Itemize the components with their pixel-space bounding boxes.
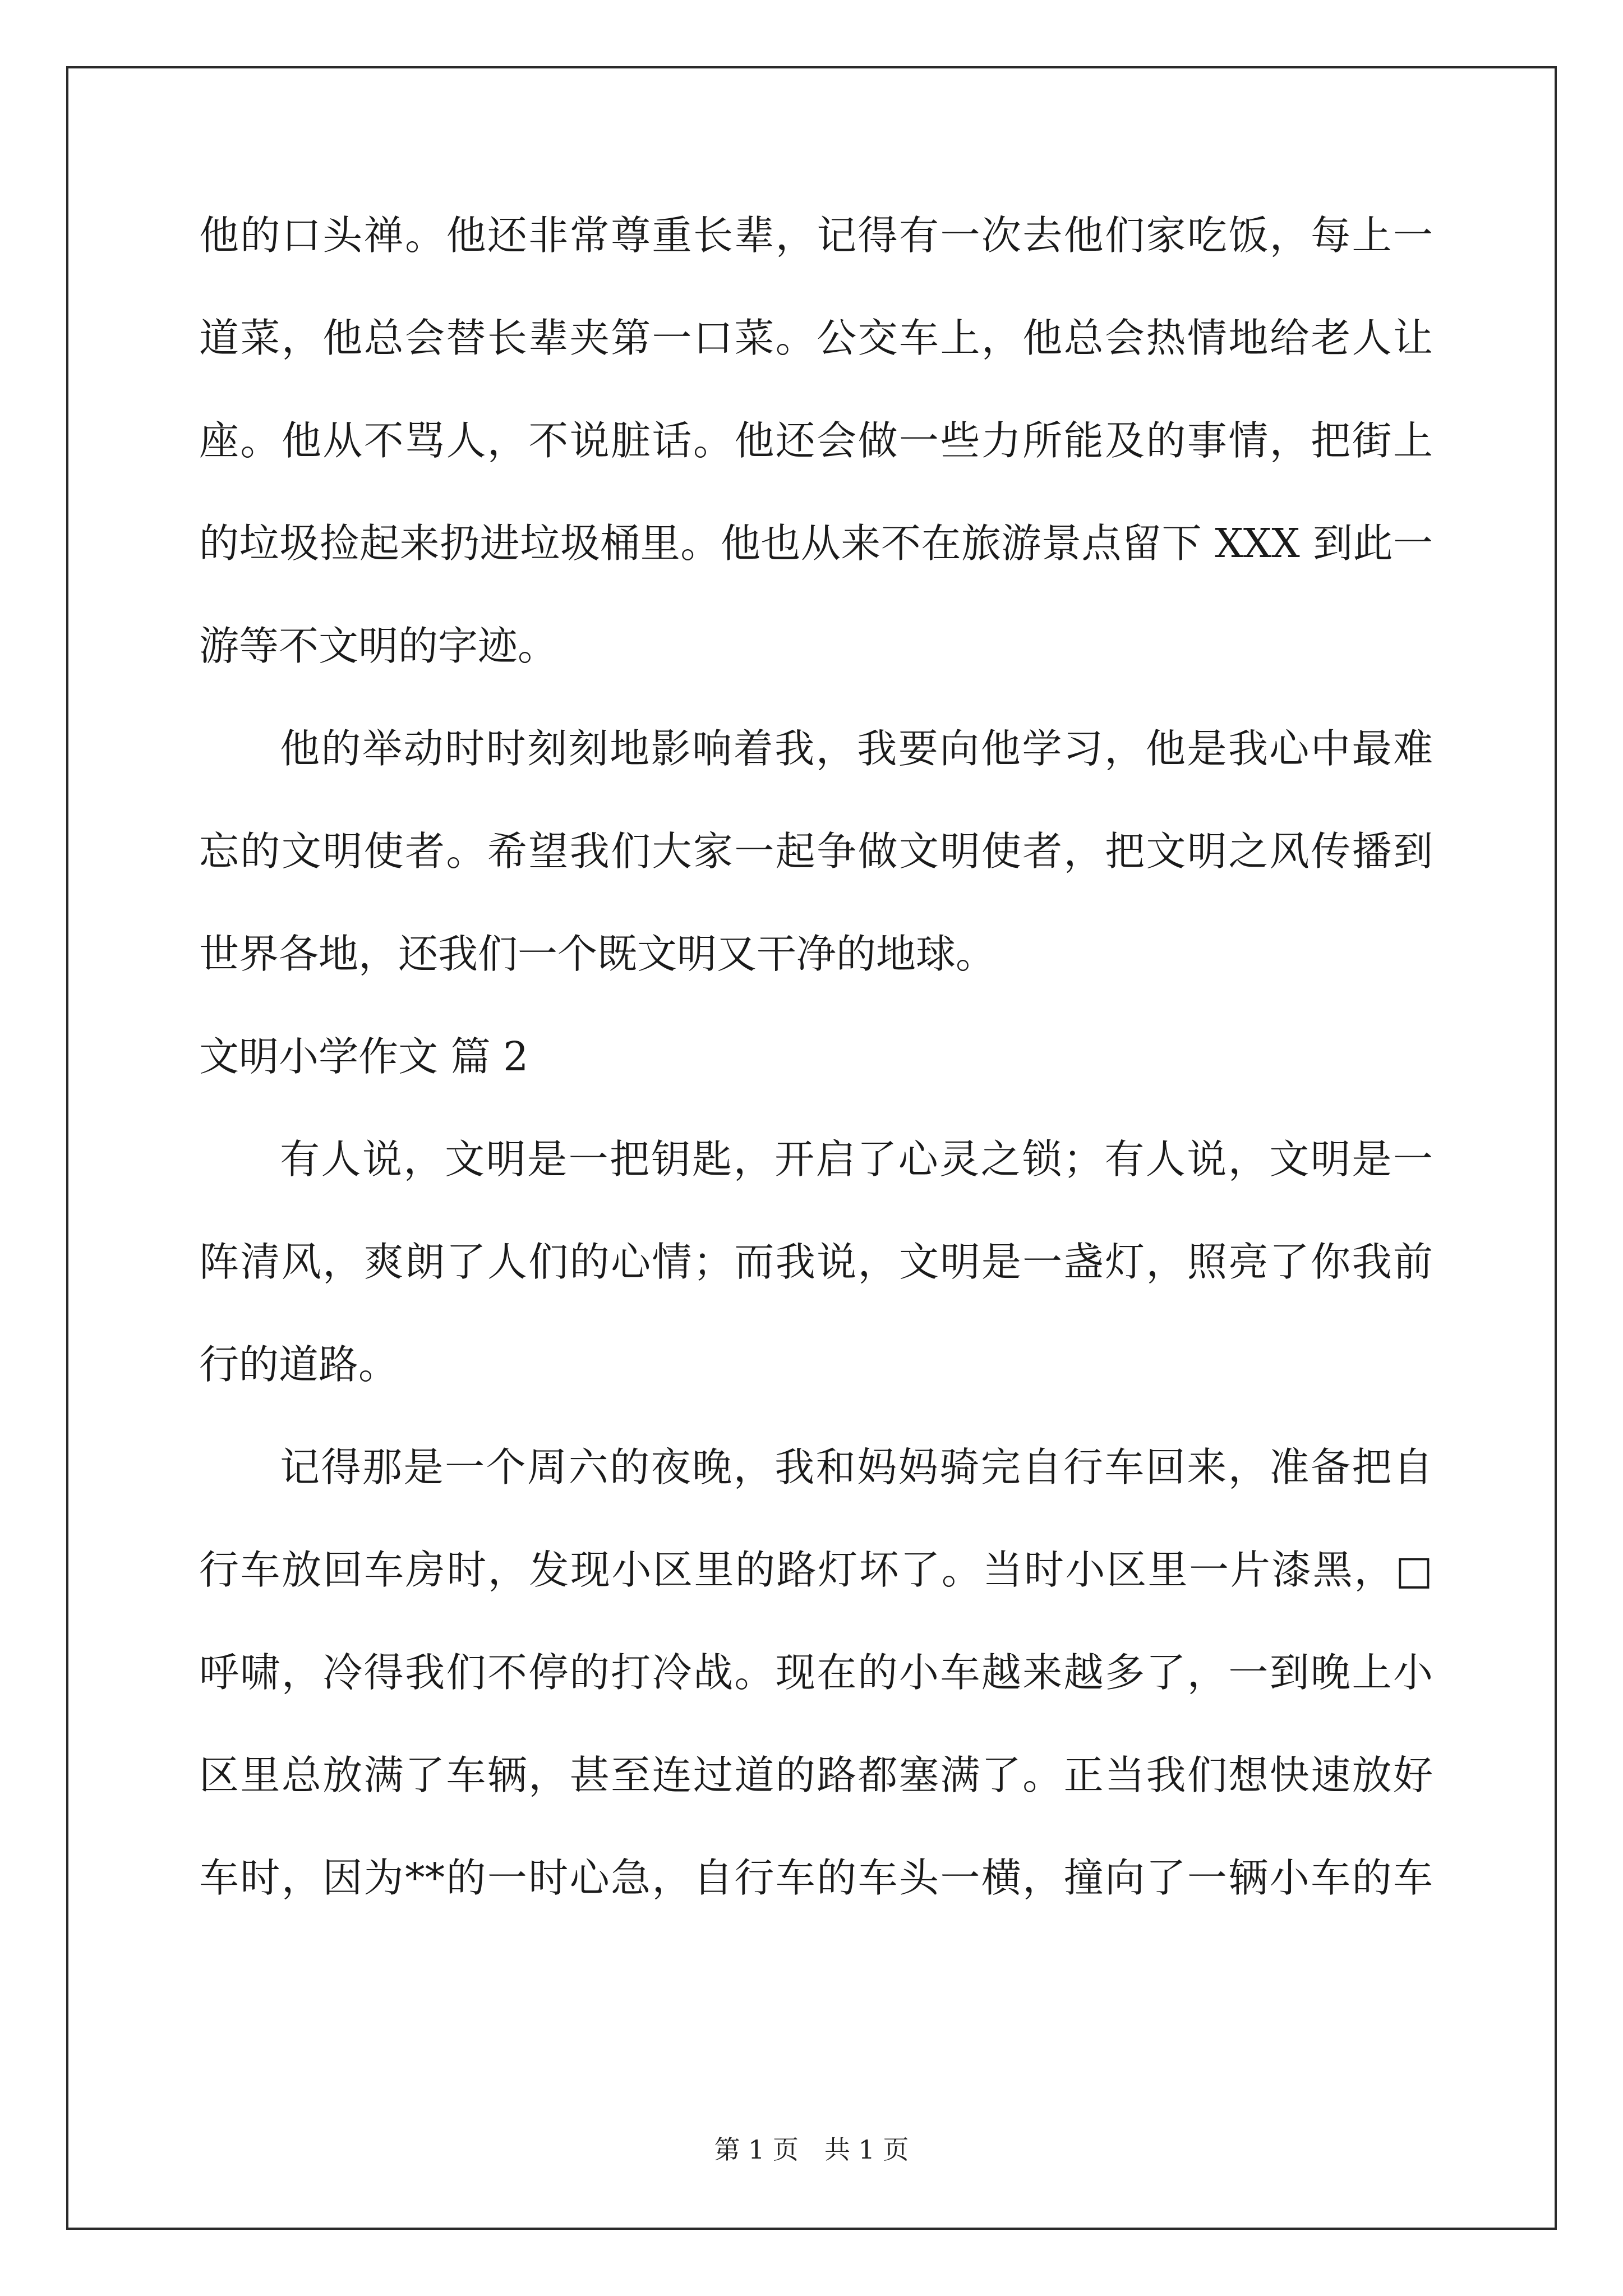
text-line: 座。他从不骂人，不说脏话。他还会做一些力所能及的事情，把街上 xyxy=(199,417,1433,464)
text-line: 他的举动时时刻刻地影响着我，我要向他学习，他是我心中最难 xyxy=(280,725,1433,772)
text-line: 区里总放满了车辆，甚至连过道的路都塞满了。正当我们想快速放好 xyxy=(199,1752,1433,1798)
section-heading: 文明小学作文 篇 2 xyxy=(199,1033,529,1080)
text-line: 阵清风，爽朗了人们的心情；而我说，文明是一盏灯，照亮了你我前 xyxy=(199,1239,1433,1285)
text-line: 车时，因为**的一时心急，自行车的车头一横，撞向了一辆小车的车 xyxy=(199,1855,1433,1901)
text-line: 记得那是一个周六的夜晚，我和妈妈骑完自行车回来，准备把自 xyxy=(280,1444,1433,1490)
text-line: 的垃圾捡起来扔进垃圾桶里。他也从来不在旅游景点留下 XXX 到此一 xyxy=(199,520,1433,567)
text-line: 行的道路。 xyxy=(199,1341,399,1388)
document-body xyxy=(199,202,1433,1947)
text-line: 有人说，文明是一把钥匙，开启了心灵之锁；有人说，文明是一 xyxy=(280,1136,1433,1182)
text-line: 行车放回车房时，发现小区里的路灯坏了。当时小区里一片漆黑，□ xyxy=(199,1547,1433,1593)
page-number-footer: 第 1 页 共 1 页 xyxy=(714,2134,909,2165)
text-line: 世界各地，还我们一个既文明又干净的地球。 xyxy=(199,931,996,977)
text-line: 他的口头禅。他还非常尊重长辈，记得有一次去他们家吃饭，每上一 xyxy=(199,212,1433,259)
text-line: 游等不文明的字迹。 xyxy=(199,623,558,669)
text-line: 忘的文明使者。希望我们大家一起争做文明使者，把文明之风传播到 xyxy=(199,828,1433,875)
paragraph-1 xyxy=(199,202,1433,715)
paragraph-3 xyxy=(199,1126,1433,1434)
paragraph-4 xyxy=(199,1434,1433,1947)
text-line: 道菜，他总会替长辈夹第一口菜。公交车上，他总会热情地给老人让 xyxy=(199,315,1433,361)
paragraph-2 xyxy=(199,715,1433,1023)
text-line: 呼啸，冷得我们不停的打冷战。现在的小车越来越多了，一到晚上小 xyxy=(199,1649,1433,1696)
